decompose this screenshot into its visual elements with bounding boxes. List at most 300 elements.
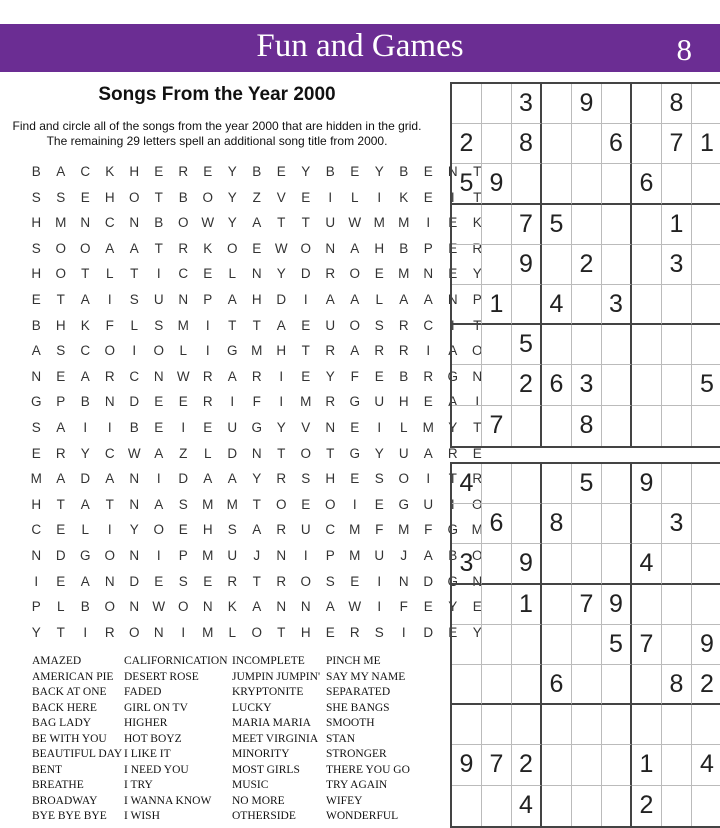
grid-letter[interactable]: D [129,394,140,410]
sudoku-empty-cell[interactable] [452,406,482,446]
sudoku-empty-cell[interactable] [512,285,542,325]
sudoku-empty-cell[interactable] [542,745,572,785]
grid-letter[interactable]: N [398,573,409,589]
sudoku-empty-cell[interactable] [632,406,662,446]
grid-letter[interactable]: E [31,291,41,307]
grid-letter[interactable]: E [448,624,458,640]
grid-letter[interactable]: A [448,394,458,410]
grid-letter[interactable]: I [377,419,382,435]
grid-letter[interactable]: L [228,624,236,640]
grid-letter[interactable]: E [423,189,433,205]
grid-letter[interactable]: E [178,394,188,410]
sudoku-empty-cell[interactable] [632,124,662,164]
sudoku-empty-cell[interactable] [632,365,662,405]
grid-letter[interactable]: P [203,291,213,307]
grid-letter[interactable]: N [129,547,140,563]
sudoku-empty-cell[interactable] [692,544,720,584]
grid-letter[interactable]: L [81,522,89,538]
grid-letter[interactable]: E [350,164,360,179]
grid-letter[interactable]: O [349,266,360,282]
grid-letter[interactable]: E [154,573,164,589]
sudoku-empty-cell[interactable] [542,245,572,285]
grid-letter[interactable]: T [56,496,65,512]
sudoku-empty-cell[interactable] [602,665,632,705]
sudoku-empty-cell[interactable] [542,164,572,204]
sudoku-empty-cell[interactable] [572,625,602,665]
sudoku-empty-cell[interactable] [452,365,482,405]
grid-letter[interactable]: D [423,624,434,640]
grid-letter[interactable]: E [472,599,482,615]
sudoku-empty-cell[interactable] [482,84,512,124]
grid-letter[interactable]: O [300,573,311,589]
grid-letter[interactable]: A [227,471,237,487]
sudoku-empty-cell[interactable] [692,705,720,745]
grid-letter[interactable]: E [203,573,213,589]
grid-letter[interactable]: I [156,266,161,282]
grid-letter[interactable]: Y [276,419,286,435]
grid-letter[interactable]: R [276,471,287,487]
sudoku-empty-cell[interactable] [572,325,602,365]
grid-letter[interactable]: K [472,215,482,231]
grid-letter[interactable]: L [130,317,138,333]
sudoku-empty-cell[interactable] [662,625,692,665]
sudoku-empty-cell[interactable] [602,705,632,745]
sudoku-empty-cell[interactable] [602,365,632,405]
grid-letter[interactable]: T [130,266,139,282]
grid-letter[interactable]: I [205,317,210,333]
grid-letter[interactable]: U [227,419,238,435]
grid-letter[interactable]: A [252,215,262,231]
grid-letter[interactable]: E [252,240,262,256]
grid-letter[interactable]: T [448,471,457,487]
grid-letter[interactable]: G [447,573,458,589]
grid-letter[interactable]: S [31,240,41,256]
grid-letter[interactable]: A [105,240,115,256]
grid-letter[interactable]: I [352,496,357,512]
grid-letter[interactable]: T [301,215,310,231]
grid-letter[interactable]: O [104,343,115,359]
sudoku-empty-cell[interactable] [512,464,542,504]
grid-letter[interactable]: Y [252,471,262,487]
grid-letter[interactable]: I [426,471,431,487]
sudoku-empty-cell[interactable] [452,625,482,665]
grid-letter[interactable]: T [473,189,482,205]
grid-letter[interactable]: B [31,317,41,333]
sudoku-empty-cell[interactable] [572,786,602,826]
grid-letter[interactable]: U [227,547,238,563]
grid-letter[interactable]: R [178,164,189,179]
grid-letter[interactable]: L [350,189,359,205]
grid-letter[interactable]: B [448,547,458,563]
grid-letter[interactable]: E [423,394,433,410]
grid-letter[interactable]: N [129,496,140,512]
grid-letter[interactable]: C [104,215,115,231]
grid-letter[interactable]: I [377,189,382,205]
grid-letter[interactable]: O [177,599,189,615]
grid-letter[interactable]: A [129,240,139,256]
grid-letter[interactable]: I [377,599,382,615]
grid-letter[interactable]: M [177,317,189,333]
grid-letter[interactable]: N [153,624,164,640]
grid-letter[interactable]: T [326,445,335,461]
grid-letter[interactable]: E [56,368,66,384]
grid-letter[interactable]: O [275,496,287,512]
grid-letter[interactable]: I [132,343,137,359]
grid-letter[interactable]: L [375,291,383,307]
grid-letter[interactable]: R [104,624,115,640]
grid-letter[interactable]: U [325,215,336,231]
grid-letter[interactable]: N [300,599,311,615]
sudoku-empty-cell[interactable] [542,406,572,446]
sudoku-empty-cell[interactable] [482,245,512,285]
grid-letter[interactable]: H [104,189,115,205]
sudoku-empty-cell[interactable] [602,544,632,584]
grid-letter[interactable]: T [56,291,65,307]
grid-letter[interactable]: E [301,368,311,384]
grid-letter[interactable]: T [154,240,163,256]
sudoku-empty-cell[interactable] [452,285,482,325]
sudoku-empty-cell[interactable] [482,705,512,745]
grid-letter[interactable]: E [31,445,41,461]
grid-letter[interactable]: S [374,471,384,487]
grid-letter[interactable]: I [303,547,308,563]
grid-letter[interactable]: W [201,215,215,231]
grid-letter[interactable]: G [30,394,42,410]
grid-letter[interactable]: H [276,343,287,359]
grid-letter[interactable]: E [301,189,311,205]
grid-letter[interactable]: O [177,215,189,231]
grid-letter[interactable]: S [374,317,384,333]
grid-letter[interactable]: E [56,573,66,589]
grid-letter[interactable]: K [227,599,237,615]
sudoku-empty-cell[interactable] [542,705,572,745]
grid-letter[interactable]: N [472,573,483,589]
grid-letter[interactable]: I [83,624,88,640]
grid-letter[interactable]: O [251,624,262,640]
grid-letter[interactable]: O [349,317,360,333]
grid-letter[interactable]: F [350,368,359,384]
sudoku-empty-cell[interactable] [662,705,692,745]
grid-letter[interactable]: R [202,368,213,384]
grid-letter[interactable]: A [252,522,262,538]
grid-letter[interactable]: T [252,496,261,512]
sudoku-empty-cell[interactable] [632,705,662,745]
grid-letter[interactable]: M [202,624,214,640]
grid-letter[interactable]: A [227,291,237,307]
grid-letter[interactable]: A [31,343,41,359]
sudoku-empty-cell[interactable] [542,786,572,826]
grid-letter[interactable]: I [450,189,455,205]
grid-letter[interactable]: D [80,471,91,487]
grid-letter[interactable]: O [300,445,311,461]
grid-letter[interactable]: B [399,164,409,179]
sudoku-empty-cell[interactable] [692,786,720,826]
grid-letter[interactable]: H [55,317,66,333]
grid-letter[interactable]: H [31,215,42,231]
grid-letter[interactable]: R [349,624,360,640]
grid-letter[interactable]: S [154,317,164,333]
sudoku-empty-cell[interactable] [542,325,572,365]
grid-letter[interactable]: N [423,266,434,282]
sudoku-empty-cell[interactable] [482,625,512,665]
grid-letter[interactable]: E [203,164,213,179]
sudoku-empty-cell[interactable] [542,464,572,504]
sudoku-empty-cell[interactable] [692,406,720,446]
sudoku-empty-cell[interactable] [692,325,720,365]
sudoku-empty-cell[interactable] [692,205,720,245]
grid-letter[interactable]: C [80,164,91,179]
grid-letter[interactable]: P [178,547,188,563]
grid-letter[interactable]: T [473,164,482,179]
grid-letter[interactable]: O [398,471,409,487]
grid-letter[interactable]: U [374,547,385,563]
sudoku-empty-cell[interactable] [572,164,602,204]
grid-letter[interactable]: I [34,573,39,589]
grid-letter[interactable]: Y [80,445,90,461]
grid-letter[interactable]: U [374,394,385,410]
grid-letter[interactable]: A [276,317,286,333]
grid-letter[interactable]: W [348,215,362,231]
sudoku-empty-cell[interactable] [512,406,542,446]
grid-letter[interactable]: O [55,240,66,256]
sudoku-empty-cell[interactable] [692,84,720,124]
grid-letter[interactable]: F [252,394,261,410]
grid-letter[interactable]: H [31,266,42,282]
grid-letter[interactable]: O [300,240,311,256]
grid-letter[interactable]: N [251,266,262,282]
grid-letter[interactable]: U [153,291,164,307]
grid-letter[interactable]: N [129,215,140,231]
grid-letter[interactable]: E [448,266,458,282]
sudoku-empty-cell[interactable] [662,585,692,625]
grid-letter[interactable]: R [325,266,336,282]
sudoku-empty-cell[interactable] [602,164,632,204]
grid-letter[interactable]: Z [252,189,261,205]
grid-letter[interactable]: D [178,471,189,487]
grid-letter[interactable]: N [276,547,287,563]
sudoku-empty-cell[interactable] [662,325,692,365]
sudoku-empty-cell[interactable] [692,245,720,285]
sudoku-empty-cell[interactable] [482,464,512,504]
grid-letter[interactable]: R [325,394,336,410]
grid-letter[interactable]: I [401,624,406,640]
sudoku-empty-cell[interactable] [602,406,632,446]
grid-letter[interactable]: N [31,368,42,384]
grid-letter[interactable]: B [325,164,335,179]
grid-letter[interactable]: R [472,240,483,256]
sudoku-empty-cell[interactable] [482,585,512,625]
grid-letter[interactable]: G [447,522,458,538]
grid-letter[interactable]: L [105,266,114,282]
grid-letter[interactable]: F [375,522,384,538]
grid-letter[interactable]: E [423,164,433,179]
sudoku-empty-cell[interactable] [452,504,482,544]
grid-letter[interactable]: I [426,343,431,359]
grid-letter[interactable]: I [107,419,112,435]
grid-letter[interactable]: A [80,368,90,384]
grid-letter[interactable]: L [399,419,408,435]
grid-letter[interactable]: I [181,419,186,435]
grid-letter[interactable]: M [471,522,483,538]
grid-letter[interactable]: S [129,291,139,307]
grid-letter[interactable]: Y [374,445,384,461]
grid-letter[interactable]: M [422,419,434,435]
grid-letter[interactable]: P [472,291,482,307]
grid-letter[interactable]: G [447,368,458,384]
grid-letter[interactable]: R [276,522,287,538]
grid-letter[interactable]: O [153,522,164,538]
grid-letter[interactable]: R [178,240,189,256]
sudoku-empty-cell[interactable] [692,164,720,204]
grid-letter[interactable]: F [105,317,114,333]
grid-letter[interactable]: D [129,573,140,589]
grid-letter[interactable]: A [325,599,335,615]
grid-letter[interactable]: B [80,599,90,615]
grid-letter[interactable]: I [181,624,186,640]
grid-letter[interactable]: B [154,215,164,231]
grid-letter[interactable]: M [398,215,410,231]
sudoku-empty-cell[interactable] [512,665,542,705]
grid-letter[interactable]: A [154,445,164,461]
sudoku-empty-cell[interactable] [482,365,512,405]
grid-letter[interactable]: S [227,522,237,538]
grid-letter[interactable]: E [374,266,384,282]
sudoku-empty-cell[interactable] [512,705,542,745]
grid-letter[interactable]: R [276,573,287,589]
sudoku-empty-cell[interactable] [632,585,662,625]
grid-letter[interactable]: Z [179,445,188,461]
grid-letter[interactable]: T [301,343,310,359]
grid-letter[interactable]: S [56,343,66,359]
grid-letter[interactable]: R [325,343,336,359]
sudoku-empty-cell[interactable] [452,786,482,826]
grid-letter[interactable]: Y [129,522,139,538]
grid-letter[interactable]: O [202,189,213,205]
grid-letter[interactable]: Y [31,624,41,640]
grid-letter[interactable]: A [423,547,433,563]
grid-letter[interactable]: H [31,496,42,512]
grid-letter[interactable]: D [300,266,311,282]
sudoku-empty-cell[interactable] [542,84,572,124]
sudoku-empty-cell[interactable] [572,705,602,745]
grid-letter[interactable]: N [447,164,458,179]
sudoku-empty-cell[interactable] [542,544,572,584]
grid-letter[interactable]: M [202,496,214,512]
grid-letter[interactable]: A [203,471,213,487]
grid-letter[interactable]: B [399,240,409,256]
sudoku-empty-cell[interactable] [542,625,572,665]
sudoku-empty-cell[interactable] [602,464,632,504]
grid-letter[interactable]: L [179,343,187,359]
grid-letter[interactable]: N [104,573,115,589]
sudoku-empty-cell[interactable] [572,745,602,785]
sudoku-empty-cell[interactable] [572,544,602,584]
grid-letter[interactable]: R [202,394,213,410]
grid-letter[interactable]: G [79,547,91,563]
grid-letter[interactable]: O [79,240,91,256]
grid-letter[interactable]: H [202,522,213,538]
grid-letter[interactable]: V [301,419,311,435]
grid-letter[interactable]: K [399,189,409,205]
grid-letter[interactable]: N [129,599,140,615]
grid-letter[interactable]: R [398,317,409,333]
grid-letter[interactable]: C [178,266,189,282]
grid-letter[interactable]: A [423,291,433,307]
grid-letter[interactable]: M [226,496,238,512]
grid-letter[interactable]: O [55,266,66,282]
grid-letter[interactable]: C [80,343,91,359]
grid-letter[interactable]: O [104,599,115,615]
sudoku-empty-cell[interactable] [632,205,662,245]
grid-letter[interactable]: K [80,317,90,333]
grid-letter[interactable]: N [472,368,483,384]
grid-letter[interactable]: S [325,573,335,589]
sudoku-empty-cell[interactable] [452,325,482,365]
grid-letter[interactable]: E [374,496,384,512]
sudoku-empty-cell[interactable] [482,665,512,705]
grid-letter[interactable]: H [300,624,311,640]
sudoku-empty-cell[interactable] [662,464,692,504]
sudoku-empty-cell[interactable] [692,504,720,544]
sudoku-empty-cell[interactable] [662,786,692,826]
grid-letter[interactable]: R [374,343,385,359]
grid-letter[interactable]: E [423,599,433,615]
grid-letter[interactable]: B [399,368,409,384]
sudoku-empty-cell[interactable] [602,205,632,245]
sudoku-empty-cell[interactable] [452,585,482,625]
grid-letter[interactable]: O [104,547,115,563]
sudoku-empty-cell[interactable] [542,585,572,625]
grid-letter[interactable]: C [31,522,42,538]
grid-letter[interactable]: H [251,291,262,307]
sudoku-empty-cell[interactable] [512,504,542,544]
grid-letter[interactable]: E [472,445,482,461]
sudoku-empty-cell[interactable] [482,205,512,245]
grid-letter[interactable]: E [56,522,66,538]
grid-letter[interactable]: I [156,471,161,487]
grid-letter[interactable]: G [349,394,360,410]
grid-letter[interactable]: A [350,291,360,307]
grid-letter[interactable]: N [129,471,140,487]
grid-letter[interactable]: I [205,343,210,359]
grid-letter[interactable]: T [473,317,482,333]
grid-letter[interactable]: I [303,291,308,307]
grid-letter[interactable]: N [80,215,91,231]
sudoku-empty-cell[interactable] [602,84,632,124]
grid-letter[interactable]: R [251,368,262,384]
grid-letter[interactable]: M [55,215,67,231]
grid-letter[interactable]: W [127,445,141,461]
grid-letter[interactable]: I [156,547,161,563]
grid-letter[interactable]: G [251,419,262,435]
grid-letter[interactable]: U [398,445,409,461]
grid-letter[interactable]: S [178,573,188,589]
grid-letter[interactable]: E [203,419,213,435]
grid-letter[interactable]: M [398,522,410,538]
grid-letter[interactable]: S [31,189,41,205]
grid-letter[interactable]: N [178,291,189,307]
grid-letter[interactable]: A [325,291,335,307]
sudoku-empty-cell[interactable] [602,786,632,826]
grid-letter[interactable]: N [31,547,42,563]
grid-letter[interactable]: M [251,343,263,359]
grid-letter[interactable]: F [399,599,408,615]
grid-letter[interactable]: A [423,445,433,461]
grid-letter[interactable]: Y [472,624,482,640]
grid-letter[interactable]: Y [227,164,237,179]
grid-letter[interactable]: A [399,291,409,307]
grid-letter[interactable]: E [154,164,164,179]
